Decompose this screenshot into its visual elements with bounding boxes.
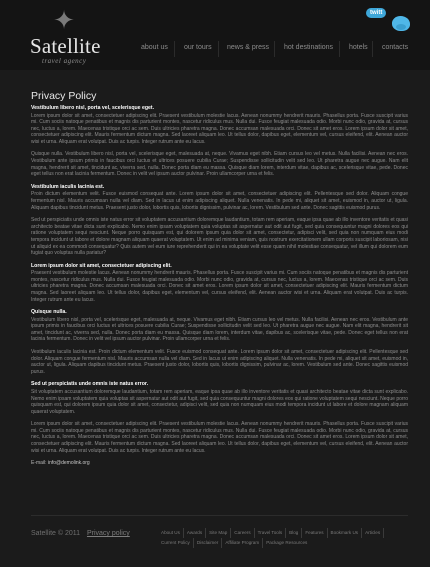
footer-divider	[31, 515, 408, 516]
main-nav	[128, 44, 428, 58]
logo-title[interactable]: Satellite	[30, 34, 101, 58]
site-header	[0, 0, 430, 70]
paragraph: Vestibulum iaculis lacinia est. Proin dictum elementum velit. Fusce euismod consequat ante. Lorem ipsum dolor sit amet, consectetuer adipiscing elit. Pellentesque sed dolor. Aliquam congue fermentum nisl. Mauris accumsan nulla vel diam. Sed in lacus ut enim adipiscing aliquet. Nulla venenatis. In pede mi, aliquet sit amet, euismod in, auctor ut, ligula. Aliquam dapibus tincidunt metus. Praesent justo dolor, lobortis quis, lobortis dignissim, pulvinar ac, lorem. Vestibulum sed ante. Donec sagittis euismod purus.	[31, 349, 408, 375]
footer-link-travel-tools[interactable]: Travel Tools	[255, 528, 287, 538]
copyright-text: Satellite © 2011	[31, 530, 81, 537]
paragraph: Proin dictum elementum velit. Fusce euismod consequat ante. Lorem ipsum dolor sit amet, consectetuer adipiscing elit. Pellentesque sed dolor. Aliquam congue fermentum nisl. Mauris accumsan nulla vel diam. Sed in lacus ut enim adipiscing aliquet. Nulla venenatis. In pede mi, aliquet sit amet, euismod in, auctor ut, ligula. Aliquam dapibus tincidunt metus. Praesent justo dolor, lobortis quis, lobortis dignissim, pulvinar ac, lorem. Vestibulum sed ante. Donec sagittis euismod purus.	[31, 191, 408, 211]
logo-tagline: travel agency	[42, 57, 87, 65]
page-title: Privacy Policy	[31, 90, 97, 102]
copyright	[31, 530, 130, 537]
section-heading: Lorem ipsum dolor sit amet, consectetuer adipiscing elit.	[31, 262, 172, 269]
footer-link-about-us[interactable]: About Us	[158, 528, 184, 538]
privacy-policy-link[interactable]: Privacy policy	[86, 530, 130, 537]
footer-link-site-map[interactable]: Site Map	[206, 528, 231, 538]
section-heading: Sed ut perspiciatis unde omnis iste natus error.	[31, 381, 149, 388]
paragraph: Quisque nulla. Vestibulum libero nisl, porta vel, scelerisque eget, malesuada at, neque. Vivamus eget nibh. Etiam cursus leo vel metus. Nulla facilisi. Aenean nec eros. Vestibulum ante ipsum primis in faucibus orci luctus et ultrices posuere cubilia Curae; Suspendisse sollicitudin velit sed leo. Ut pharetra augue nec augue. Nam elit magna, hendrerit sit amet, tincidunt ac, viverra sed, nulla. Donec porta diam eu massa. Quisque diam lorem, interdum vitae, dapibus ac, scelerisque vitae, pede. Donec eget tellus non erat lacinia fermentum. Donec in velit vel ipsum auctor pulvinar. Proin ullamcorper urna et felis.	[31, 151, 408, 178]
twitter-bird-icon[interactable]	[392, 16, 410, 31]
footer-link-blog[interactable]: Blog	[286, 528, 302, 538]
footer-link-disclaimer[interactable]: Disclaimer	[194, 538, 222, 548]
paragraph: Vestibulum libero nisl, porta vel, scelerisque eget, malesuada at, neque. Vivamus eget nibh. Etiam cursus leo vel metus. Nulla facilisi. Aenean nec eros. Vestibulum ante ipsum primis in faucibus orci luctus et ultrices posuere cubilia Curae; Suspendisse sollicitudin velit sed leo. Ut pharetra augue nec augue. Nam elit magna, hendrerit sit amet, tincidunt ac, viverra sed, nulla. Donec porta diam eu massa. Quisque diam lorem, interdum vitae, dapibus ac, scelerisque vitae, pede. Donec eget tellus non erat lacinia fermentum. Donec in velit vel ipsum auctor pulvinar. Proin ullamcorper urna et felis.	[31, 316, 408, 343]
nav-about-us[interactable]: about us	[141, 44, 168, 51]
compass-star-icon: ✦	[53, 5, 75, 35]
paragraph: Lorem ipsum dolor sit amet, consectetuer adipiscing elit. Praesent vestibulum molestie lacus. Aenean nonummy hendrerit mauris. Phasellus porta. Fusce suscipit varius mi. Cum sociis natoque penatibus et magnis dis parturient montes, nascetur ridiculus mus. Nulla dui. Fusce feugiat malesuada odio. Morbi nunc odio, gravida at, cursus nec, luctus a, lorem. Maecenas tristique orci ac sem. Duis ultricies pharetra magna. Donec accumsan malesuada orci. Donec sit amet eros. Lorem ipsum dolor sit amet, consectetuer adipiscing elit. Mauris fermentum dictum magna. Sed laoreet aliquam leo. Ut tellus dolor, dapibus eget, elementum vel, cursus eleifend, elit. Aenean auctor wisi et urna. Aliquam erat volutpat. Duis ac turpis. Integer rutrum ante eu lacus.	[31, 421, 408, 454]
nav-divider	[274, 41, 275, 57]
paragraph: Lorem ipsum dolor sit amet, consectetuer adipiscing elit. Praesent vestibulum molestie lacus. Aenean nonummy hendrerit mauris. Phasellus porta. Fusce suscipit varius mi. Cum sociis natoque penatibus et magnis dis parturient montes, nascetur ridiculus mus. Nulla dui. Fusce feugiat malesuada odio. Morbi nunc odio, gravida at, cursus nec, luctus a, lorem. Maecenas tristique orci ac sem. Duis ultricies pharetra magna. Donec accumsan malesuada orci. Donec sit amet eros. Lorem ipsum dolor sit amet, consectetuer adipiscing elit. Mauris fermentum dictum magna. Sed laoreet aliquam leo. Ut tellus dolor, dapibus eget, elementum vel, cursus eleifend, elit. Aenean auctor wisi et urna. Aliquam erat volutpat. Duis ac turpis. Integer rutrum ante eu lacus.	[31, 112, 408, 145]
section-heading: Quisque nulla.	[31, 309, 67, 316]
email-line	[31, 460, 408, 466]
footer-link-bookmark-us[interactable]: Bookmark Us	[328, 528, 363, 538]
email-link[interactable]: info@demolink.org	[47, 460, 90, 467]
section-heading: Vestibulum libero nisl, porta vel, scelerisque eget.	[31, 105, 155, 111]
footer-link-careers[interactable]: Careers	[231, 528, 254, 538]
footer-link-current-policy[interactable]: Current Policy	[158, 538, 194, 548]
paragraph: Sed ut perspiciatis unde omnis iste natus error sit voluptatem accusantium doloremque laudantium, totam rem aperiam, eaque ipsa quae ab illo inventore veritatis et quasi architecto beatae vitae dicta sunt explicabo. Nemo enim ipsam voluptatem quia voluptas sit aspernatur aut odit aut fugit, sed quia consequuntur magni dolores eos qui ratione voluptatem sequi nesciunt. Neque porro quisquam est, qui dolorem ipsum quia dolor sit amet, consectetur, adipisci velit, sed quia non numquam eius modi tempora incidunt ut labore et dolore magnam aliquam quaerat voluptatem. Ut enim ad minima veniam, quis nostrum exercitationem ullam corporis suscipit laboriosam, nisi ut aliquid ex ea commodi consequatur? Quis autem vel eum iure reprehenderit qui in ea voluptate velit esse quam nihil molestiae consequatur, vel illum qui dolorem eum fugiat quo voluptas nulla pariatur?	[31, 217, 408, 257]
main-content	[31, 90, 408, 495]
paragraph: Sit voluptatem accusantium doloremque laudantium, totam rem aperiam, eaque ipsa quae ab illo inventore veritatis et quasi architecto beatae vitae dicta sunt explicabo. Nemo enim ipsam voluptatem quia voluptas sit aspernatur aut odit aut fugit, sed quia consequuntur magni dolores eos qui ratione voluptatem sequi nesciunt. Neque porro quisquam est, qui dolorem ipsum quia dolor sit amet, consectetur, adipisci velit, sed quia non numquam eius modi tempora incidunt ut labore et dolore magnam aliquam quaerat voluptatem.	[31, 388, 408, 415]
section-heading: Vestibulum iaculis lacinia est.	[31, 183, 105, 190]
nav-hotels[interactable]: hotels	[349, 44, 368, 51]
footer-link-articles[interactable]: Articles	[362, 528, 384, 538]
nav-divider	[218, 41, 219, 57]
twitter-label[interactable]: twitt	[366, 8, 386, 18]
twitter-widget[interactable]	[366, 6, 426, 38]
email-label: E-mail:	[31, 460, 47, 467]
footer-link-features[interactable]: Features	[302, 528, 327, 538]
footer-link-awards[interactable]: Awards	[184, 528, 206, 538]
paragraph: Praesent vestibulum molestie lacus. Aenean nonummy hendrerit mauris. Phasellus porta. Fusce suscipit varius mi. Cum sociis natoque penatibus et magnis dis parturient montes, nascetur ridiculus mus. Nulla dui. Fusce feugiat malesuada odio. Morbi nunc odio, gravida at, cursus nec, luctus a, lorem. Maecenas tristique orci ac sem. Duis ultricies pharetra magna. Donec accumsan malesuada orci. Donec sit amet eros. Lorem ipsum dolor sit amet, consectetuer adipiscing elit. Mauris fermentum dictum magna. Sed laoreet aliquam leo. Ut tellus dolor, dapibus eget, elementum vel, cursus eleifend, elit. Aenean auctor wisi et urna. Aliquam erat volutpat. Duis ac turpis. Integer rutrum ante eu lacus.	[31, 270, 408, 303]
nav-divider	[339, 41, 340, 57]
footer-link-affiliate-program[interactable]: Affiliate Program	[222, 538, 263, 548]
nav-contacts[interactable]: contacts	[382, 44, 409, 51]
nav-our-tours[interactable]: our tours	[184, 44, 212, 51]
footer-link-package-resources[interactable]: Package Resources	[266, 540, 308, 545]
nav-news-press[interactable]: news & press	[227, 44, 270, 51]
footer-links	[158, 528, 420, 548]
nav-hot-destinations[interactable]: hot destinations	[284, 44, 334, 51]
nav-divider	[372, 41, 373, 57]
nav-divider	[174, 41, 175, 57]
